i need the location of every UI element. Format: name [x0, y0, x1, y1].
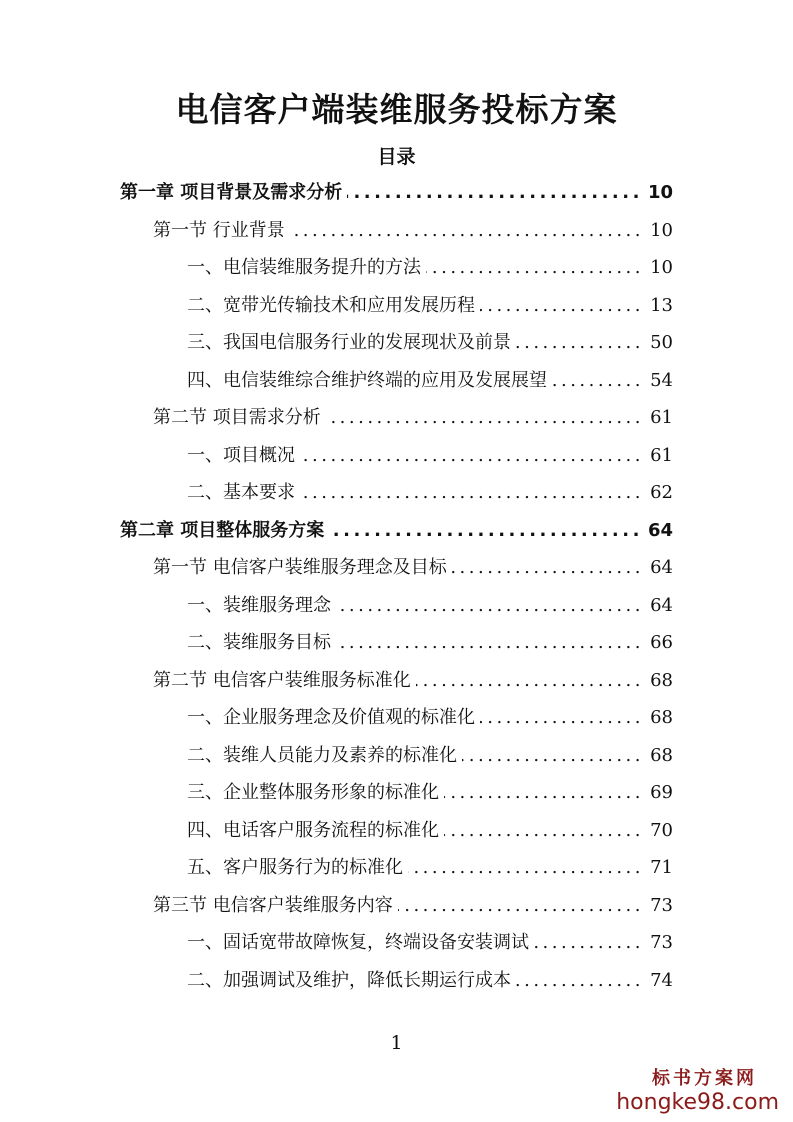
toc-entry-title: 第二节 项目需求分析	[153, 407, 321, 428]
toc-entry[interactable]	[187, 812, 673, 850]
toc-entry[interactable]	[187, 699, 673, 737]
toc-entry-title: 一、企业服务理念及价值观的标准化	[187, 707, 475, 728]
toc-entry[interactable]	[120, 512, 673, 550]
toc-page-number: 61	[650, 407, 673, 428]
toc-dot-leader	[444, 812, 644, 850]
toc-entry-title: 四、电信装维综合维护终端的应用及发展展望	[187, 369, 547, 391]
toc-page-number: 54	[650, 369, 673, 391]
toc-entry-title: 一、项目概况	[187, 444, 295, 466]
toc-entry-title: 三、企业整体服务形象的标准化	[187, 782, 439, 803]
toc-dot-leader	[300, 474, 644, 512]
document-title: 电信客户端装维服务投标方案	[175, 90, 618, 129]
toc-dot-leader	[336, 624, 644, 662]
toc-dot-leader	[408, 849, 644, 887]
toc-entry-title: 二、基本要求	[187, 482, 295, 503]
toc-dot-leader	[462, 737, 644, 775]
toc-entry-title: 第二章 项目整体服务方案	[120, 519, 325, 541]
toc-page-number: 68	[650, 744, 673, 766]
toc-page-number: 69	[650, 782, 673, 803]
toc-entry-title: 第一章 项目背景及需求分析	[120, 182, 343, 203]
toc-entry[interactable]	[187, 362, 673, 400]
toc-entry-title: 二、加强调试及维护，降低长期运行成本	[187, 969, 511, 991]
toc-page-number: 68	[650, 669, 673, 691]
toc-entry-title: 一、电信装维服务提升的方法	[187, 257, 421, 278]
toc-page-number: 61	[650, 444, 673, 466]
toc-dot-leader	[516, 962, 644, 1000]
page-number: 1	[390, 1032, 403, 1054]
toc-entry-title: 四、电话客户服务流程的标准化	[187, 819, 439, 841]
toc-entry-title: 五、客户服务行为的标准化	[187, 857, 403, 878]
toc-page-number: 74	[650, 969, 673, 991]
toc-entry-title: 二、装维服务目标	[187, 632, 331, 653]
toc-page-number: 64	[650, 594, 673, 616]
toc-entry-title: 三、我国电信服务行业的发展现状及前景	[187, 332, 511, 353]
toc-entry[interactable]	[187, 849, 673, 887]
toc-page-number: 13	[650, 294, 673, 316]
toc-dot-leader	[426, 249, 644, 287]
toc-dot-leader	[398, 887, 644, 925]
toc-heading: 目录	[377, 146, 416, 168]
toc-entry[interactable]	[153, 399, 673, 437]
toc-dot-leader	[534, 924, 644, 962]
toc-entry-title: 第三节 电信客户装维服务内容	[153, 894, 393, 916]
toc-entry[interactable]	[187, 924, 673, 962]
toc-entry[interactable]	[187, 962, 673, 1000]
toc-page-number: 70	[650, 819, 673, 841]
toc-entry[interactable]	[187, 474, 673, 512]
toc-dot-leader	[480, 287, 644, 325]
toc-page-number: 73	[650, 932, 673, 953]
toc-entry[interactable]	[187, 437, 673, 475]
toc-entry[interactable]	[187, 737, 673, 775]
toc-page-number: 62	[650, 482, 673, 503]
toc-page-number: 64	[647, 519, 673, 541]
toc-entry-title: 二、宽带光传输技术和应用发展历程	[187, 294, 475, 316]
toc-page-number: 10	[647, 182, 673, 203]
watermark-logo	[579, 1068, 779, 1116]
table-of-contents	[0, 174, 793, 999]
toc-page-number: 73	[650, 894, 673, 916]
toc-dot-leader	[452, 549, 644, 587]
toc-entry-title: 一、固话宽带故障恢复，终端设备安装调试	[187, 932, 529, 953]
toc-page-number: 10	[650, 257, 673, 278]
toc-entry-title: 第二节 电信客户装维服务标准化	[153, 669, 411, 691]
toc-entry[interactable]	[153, 662, 673, 700]
watermark-domain: hongke98.com	[616, 1090, 779, 1115]
toc-page-number: 10	[650, 219, 673, 241]
toc-dot-leader	[552, 362, 644, 400]
toc-entry[interactable]	[187, 249, 673, 287]
toc-entry[interactable]	[187, 587, 673, 625]
toc-entry-title: 二、装维人员能力及素养的标准化	[187, 744, 457, 766]
toc-dot-leader	[480, 699, 644, 737]
toc-dot-leader	[516, 324, 644, 362]
toc-entry[interactable]	[187, 774, 673, 812]
toc-dot-leader	[416, 662, 644, 700]
toc-dot-leader	[329, 512, 643, 550]
toc-entry[interactable]	[153, 549, 673, 587]
toc-entry[interactable]	[187, 287, 673, 325]
toc-page-number: 50	[650, 332, 673, 353]
toc-dot-leader	[290, 212, 644, 250]
toc-entry[interactable]	[153, 212, 673, 250]
toc-page-number: 68	[650, 707, 673, 728]
toc-dot-leader	[444, 774, 644, 812]
toc-entry[interactable]	[153, 887, 673, 925]
toc-dot-leader	[347, 174, 643, 212]
toc-entry-title: 一、装维服务理念	[187, 594, 331, 616]
toc-dot-leader	[336, 587, 644, 625]
toc-entry[interactable]	[187, 324, 673, 362]
toc-page-number: 66	[650, 632, 673, 653]
watermark-site-name: 标书方案网	[652, 1068, 757, 1089]
toc-entry[interactable]	[120, 174, 673, 212]
toc-entry-title: 第一节 电信客户装维服务理念及目标	[153, 557, 447, 578]
toc-dot-leader	[326, 399, 644, 437]
toc-dot-leader	[300, 437, 644, 475]
toc-entry-title: 第一节 行业背景	[153, 219, 285, 241]
toc-page-number: 64	[650, 557, 673, 578]
toc-page-number: 71	[650, 857, 673, 878]
toc-entry[interactable]	[187, 624, 673, 662]
